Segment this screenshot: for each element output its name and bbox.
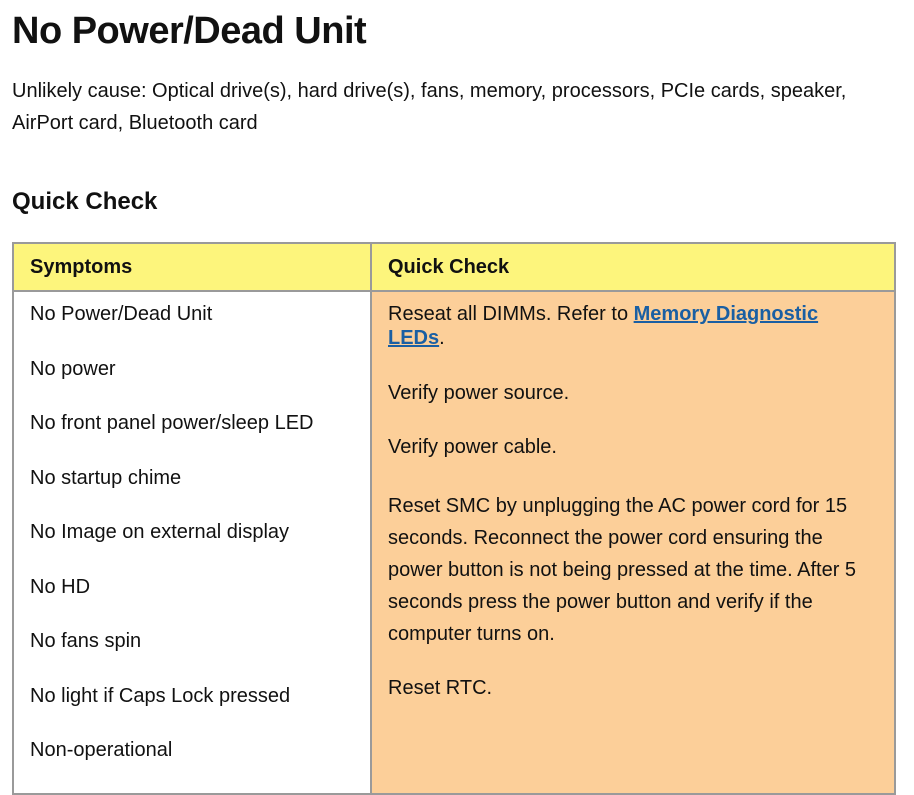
check-reseat-prefix: Reseat all DIMMs. Refer to <box>388 303 634 325</box>
symptom-item: Non-operational <box>30 739 173 761</box>
symptom-item: No front panel power/sleep LED <box>30 412 314 434</box>
section-heading: Quick Check <box>12 188 158 215</box>
page-title: No Power/Dead Unit <box>12 10 367 52</box>
symptoms-header: Symptoms <box>13 243 371 291</box>
symptoms-cell <box>13 291 371 794</box>
quick-check-cell <box>371 291 895 794</box>
symptom-item: No Power/Dead Unit <box>30 303 213 325</box>
symptom-item: No power <box>30 357 116 380</box>
symptom-item: No light if Caps Lock pressed <box>30 684 291 707</box>
symptom-item: No HD <box>30 575 91 598</box>
quick-check-table <box>12 242 896 795</box>
symptom-item: No fans spin <box>30 630 142 652</box>
check-reseat-dimms <box>388 302 878 350</box>
table-row <box>13 291 895 794</box>
check-reset-smc: Reset SMC by unplugging the AC power cord for 15 seconds. Reconnect the power cord ensuring the power button is not being pressed at the time. After 5 seconds press the power button and verify if the computer turns on. <box>388 494 857 645</box>
check-verify-source: Verify power source. <box>388 381 570 404</box>
table-header-row <box>13 243 895 291</box>
symptom-item: No Image on external display <box>30 521 290 543</box>
unlikely-cause-text: Unlikely cause: Optical drive(s), hard drive(s), fans, memory, processors, PCIe cards, speaker, AirPort card, Bluetooth card <box>12 80 847 134</box>
memory-diagnostic-leds-link[interactable]: Memory Diagnostic LEDs <box>388 303 819 349</box>
quick-check-header: Quick Check <box>371 243 895 291</box>
check-reseat-suffix: . <box>439 327 445 349</box>
symptom-item: No startup chime <box>30 466 182 489</box>
check-reset-rtc: Reset RTC. <box>388 676 493 699</box>
check-verify-cable: Verify power cable. <box>388 436 557 458</box>
